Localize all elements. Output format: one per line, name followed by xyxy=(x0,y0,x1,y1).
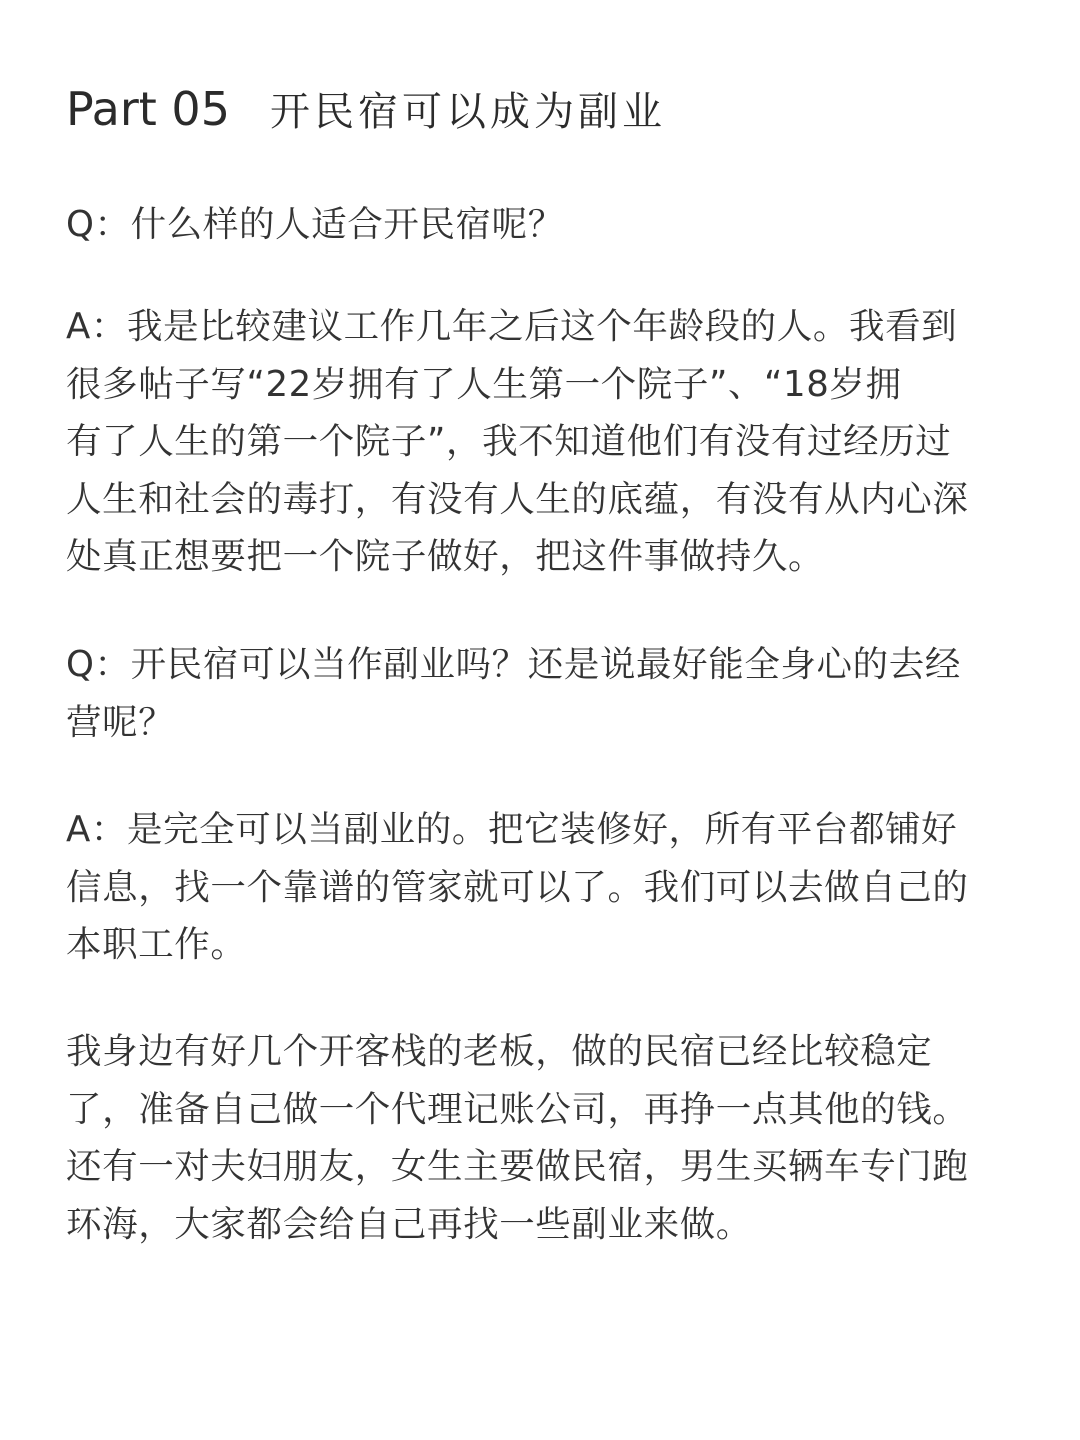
text-line: 人生和社会的毒打，有没有人生的底蕴，有没有从内心深 xyxy=(66,478,969,520)
text-line: 信息，找一个靠谱的管家就可以了。我们可以去做自己的 xyxy=(66,866,969,908)
answer-2-continued xyxy=(66,1023,1018,1253)
question-1 xyxy=(66,196,1018,254)
text-line: 营呢？ xyxy=(66,701,175,743)
title-part-number: Part 05 xyxy=(66,82,230,136)
answer-2 xyxy=(66,801,1018,974)
page-title xyxy=(66,80,666,137)
text-line: Q：开民宿可以当作副业吗？还是说最好能全身心的去经 xyxy=(66,644,961,685)
text-line: 本职工作。 xyxy=(66,924,247,965)
text-line: 环海，大家都会给自己再找一些副业来做。 xyxy=(66,1203,752,1245)
title-heading: 开民宿可以成为副业 xyxy=(269,89,666,135)
text-line: A：我是比较建议工作几年之后这个年龄段的人。我看到 xyxy=(66,306,958,347)
text-line: 处真正想要把一个院子做好，把这件事做持久。 xyxy=(66,536,825,577)
text-line: 了，准备自己做一个代理记账公司，再挣一点其他的钱。 xyxy=(66,1088,969,1130)
text-line: 我身边有好几个开客栈的老板，做的民宿已经比较稳定 xyxy=(66,1031,933,1072)
text-line: 很多帖子写“22岁拥有了人生第一个院子”、“18岁拥 xyxy=(66,363,902,405)
answer-1 xyxy=(66,298,1018,586)
text-line: Q：什么样的人适合开民宿呢？ xyxy=(66,204,564,245)
text-line: 还有一对夫妇朋友，女生主要做民宿，男生买辆车专门跑 xyxy=(66,1146,969,1187)
text-line: A：是完全可以当副业的。把它装修好，所有平台都铺好 xyxy=(66,809,958,850)
question-2 xyxy=(66,636,1018,751)
text-line: 有了人生的第一个院子”，我不知道他们有没有过经历过 xyxy=(66,421,952,462)
